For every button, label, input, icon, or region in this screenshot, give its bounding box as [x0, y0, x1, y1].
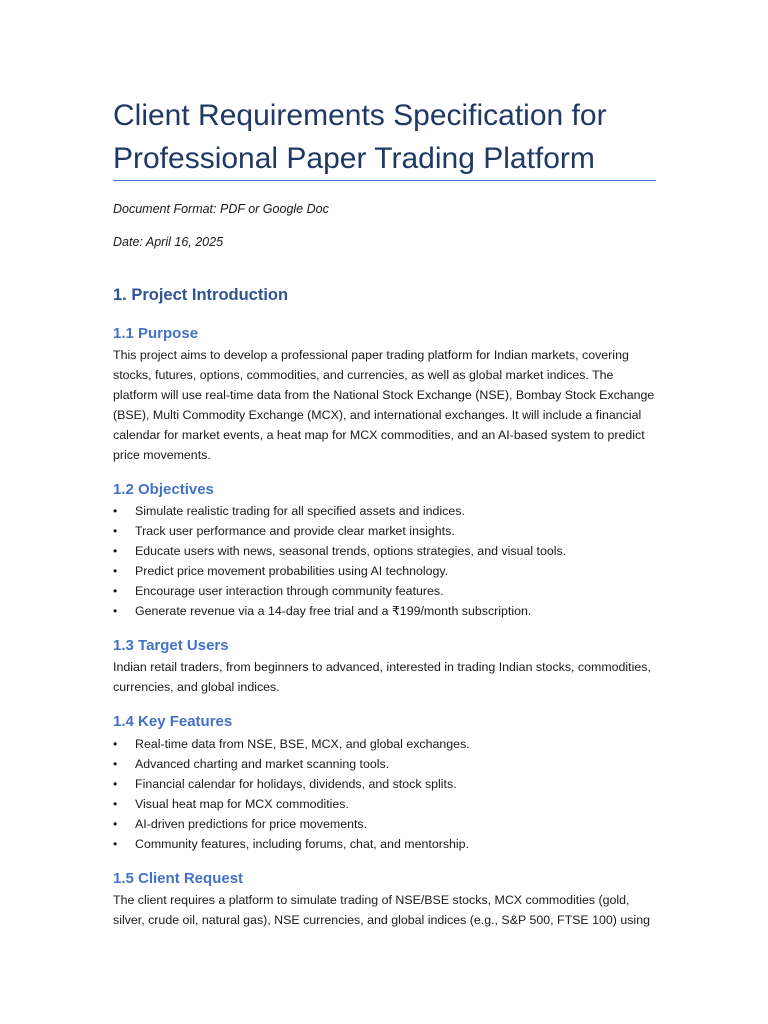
list-item [113, 754, 658, 774]
list-item-text: Advanced charting and market scanning tools. [135, 757, 390, 772]
list-item-text: AI-driven predictions for price movements. [135, 817, 368, 832]
bullet-icon: • [113, 584, 118, 599]
list-item-text: Financial calendar for holidays, dividends, and stock splits. [135, 777, 457, 792]
list-item [113, 814, 658, 834]
list-item [113, 541, 658, 561]
objectives-list [113, 501, 658, 622]
list-item [113, 581, 658, 601]
list-item [113, 734, 658, 754]
bullet-icon: • [113, 797, 118, 812]
list-item-text: Generate revenue via a 14-day free trial and a ₹199/month subscription. [135, 604, 532, 619]
list-item [113, 521, 658, 541]
subsection-heading-purpose: 1.1 Purpose [113, 325, 199, 342]
subsection-heading-objectives: 1.2 Objectives [113, 481, 214, 498]
client-request-paragraph: The client requires a platform to simulate trading of NSE/BSE stocks, MCX commodities (gold, silver, crude oil, natural gas), NSE currencies, and global indices (e.g., S&P 500, FTSE 100) using [113, 893, 650, 927]
section-heading-project-introduction: 1. Project Introduction [113, 286, 289, 304]
title-divider [113, 180, 656, 181]
list-item [113, 501, 658, 521]
bullet-icon: • [113, 737, 118, 751]
list-item-text: Visual heat map for MCX commodities. [135, 797, 349, 812]
target-users-paragraph: Indian retail traders, from beginners to advanced, interested in trading Indian stocks, commodities, currencies, and global indices. [113, 660, 651, 694]
list-item-text: Track user performance and provide clear market insights. [135, 524, 455, 539]
bullet-icon: • [113, 837, 118, 852]
bullet-icon: • [113, 604, 118, 619]
list-item [113, 794, 658, 814]
bullet-icon: • [113, 524, 118, 539]
list-item-text: Predict price movement probabilities using AI technology. [135, 564, 449, 579]
list-item-text: Simulate realistic trading for all specified assets and indices. [135, 504, 465, 518]
purpose-paragraph: This project aims to develop a professional paper trading platform for Indian markets, covering stocks, futures, options, commodities, and currencies, as well as global market indices. The platform will use real-time data from the National Stock Exchange (NSE), Bombay Stock Exchange (BSE), Multi Commodity Exchange (MCX), and international exchanges. It will include a financial calendar for market events, a heat map for MCX commodities, and an AI-based system to predict price movements. [113, 348, 655, 462]
bullet-icon: • [113, 544, 118, 559]
subsection-heading-target-users: 1.3 Target Users [113, 637, 229, 654]
bullet-icon: • [113, 817, 118, 832]
subsection-heading-key-features: 1.4 Key Features [113, 713, 233, 730]
list-item [113, 774, 658, 794]
document-format-line: Document Format: PDF or Google Doc [113, 202, 329, 216]
document-title: Client Requirements Specification for Professional Paper Trading Platform [113, 99, 607, 175]
bullet-icon: • [113, 777, 118, 792]
list-item-text: Educate users with news, seasonal trends, options strategies, and visual tools. [135, 544, 567, 559]
bullet-icon: • [113, 504, 118, 518]
key-features-list [113, 734, 658, 855]
list-item-text: Encourage user interaction through community features. [135, 584, 444, 599]
bullet-icon: • [113, 564, 118, 579]
bullet-icon: • [113, 757, 118, 772]
list-item [113, 601, 658, 621]
list-item [113, 561, 658, 581]
document-date-line: Date: April 16, 2025 [113, 235, 224, 249]
list-item-text: Real-time data from NSE, BSE, MCX, and global exchanges. [135, 737, 470, 751]
list-item-text: Community features, including forums, chat, and mentorship. [135, 837, 470, 852]
subsection-heading-client-request: 1.5 Client Request [113, 870, 244, 887]
list-item [113, 834, 658, 854]
